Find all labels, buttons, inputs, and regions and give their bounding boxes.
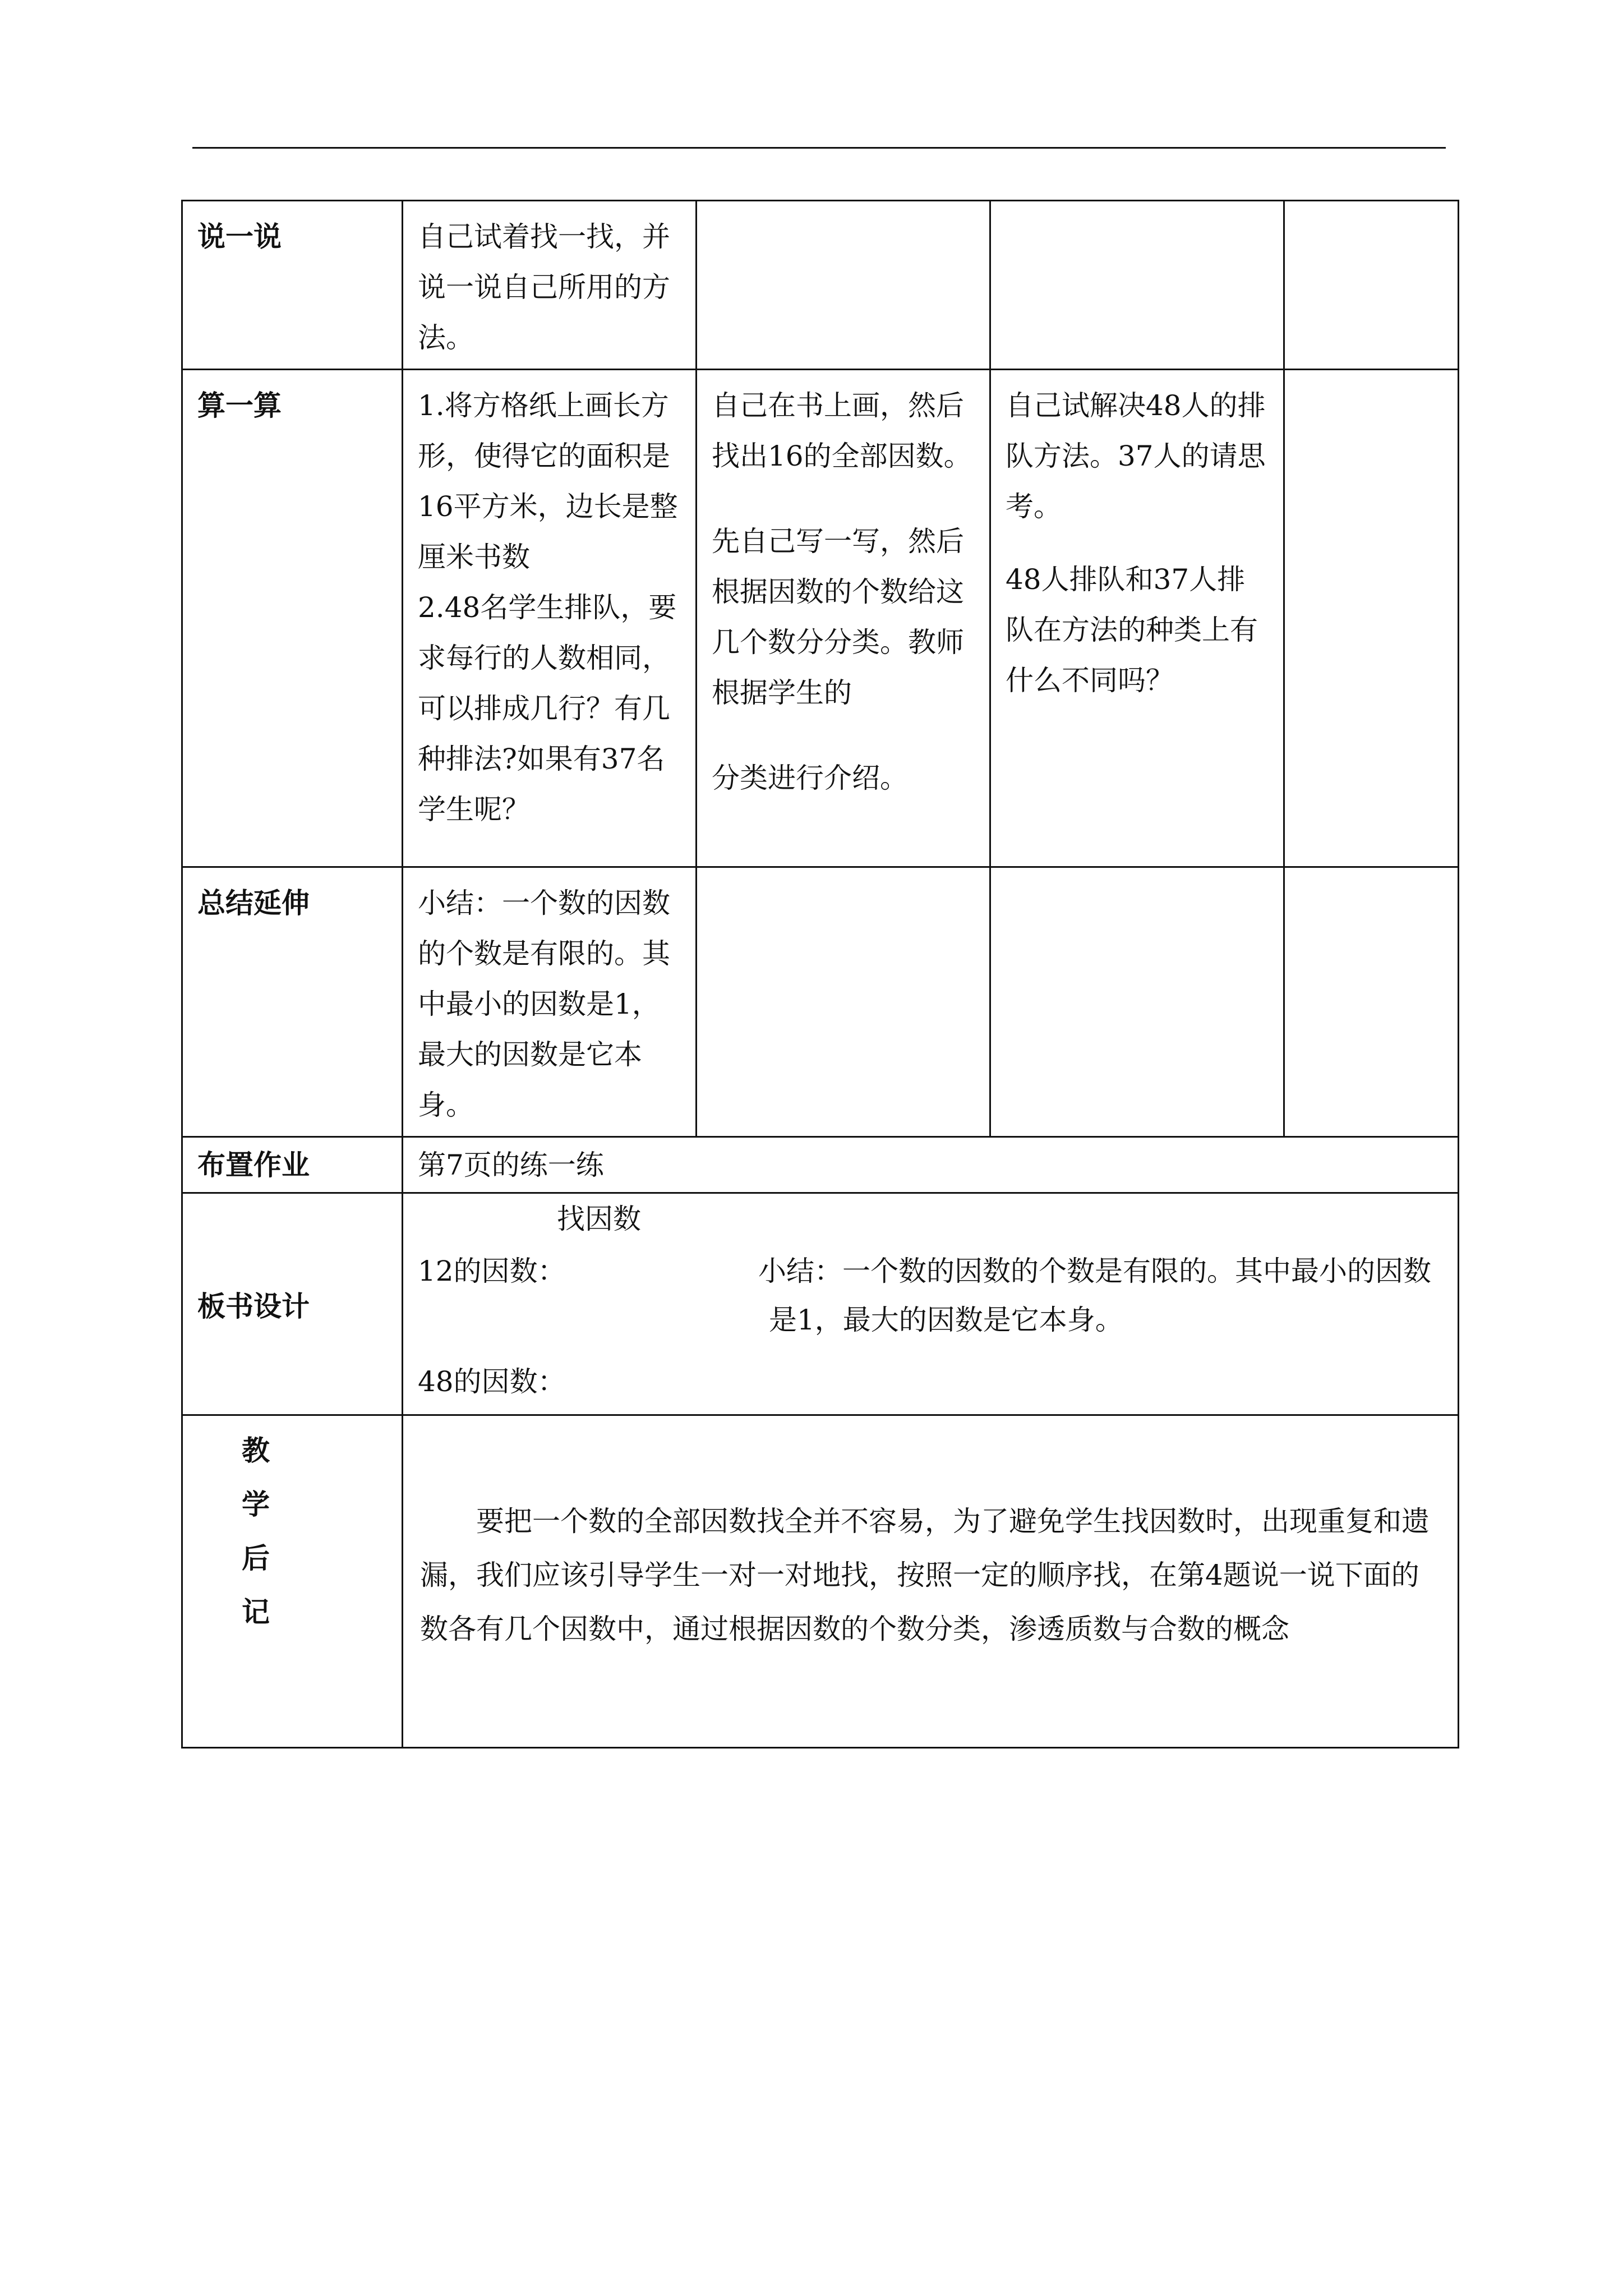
board-factors-48: 48的因数： xyxy=(418,1365,566,1398)
calc-student-2: 先自己写一写，然后根据因数的个数给这几个数分分类。教师根据学生的 xyxy=(712,525,964,709)
row-label-homework: 布置作业 xyxy=(182,1137,403,1193)
say-activity-cell xyxy=(403,201,697,370)
lesson-plan-table xyxy=(181,200,1459,1749)
calc-question-cell xyxy=(990,370,1284,867)
calc-question-1: 自己试解决48人的排队方法。37人的请思考。 xyxy=(1006,389,1266,523)
row-label-board: 板书设计 xyxy=(182,1193,403,1415)
row-board xyxy=(182,1193,1459,1415)
board-title: 找因数 xyxy=(557,1203,641,1235)
calc-student-cell xyxy=(697,370,990,867)
row-label-summary: 总结延伸 xyxy=(182,867,403,1137)
row-label-say: 说一说 xyxy=(182,201,403,370)
summary-text: 小结：一个数的因数的个数是有限的。其中最小的因数是1，最大的因数是它本身。 xyxy=(418,887,670,1121)
say-empty-cell-1 xyxy=(697,201,990,370)
board-summary-line-1: 小结：一个数的因数的个数是有限的。其中最小的因数 xyxy=(758,1255,1431,1287)
board-design xyxy=(418,1194,1458,1397)
reflection-label-char: 教 xyxy=(242,1434,270,1467)
row-label-reflection xyxy=(182,1415,403,1748)
reflection-text: 要把一个数的全部因数找全并不容易，为了避免学生找因数时，出现重复和遗漏，我们应该引导学生一对一对地找，按照一定的顺序找，在第4题说一说下面的数各有几个因数中，通过根据因数的个数分类，渗透质数与合数的概念 xyxy=(420,1505,1430,1645)
say-activity-text: 自己试着找一找，并说一说自己所用的方法。 xyxy=(418,220,670,354)
reflection-cell xyxy=(403,1415,1459,1748)
calc-empty-cell xyxy=(1284,370,1459,867)
board-cell xyxy=(403,1193,1459,1415)
calc-student-3: 分类进行介绍。 xyxy=(712,762,908,794)
reflection-label-char: 记 xyxy=(242,1596,270,1628)
reflection-label-char: 后 xyxy=(242,1542,270,1575)
row-label-calc: 算一算 xyxy=(182,370,403,867)
calc-task-cell xyxy=(403,370,697,867)
row-summary xyxy=(182,867,1459,1137)
say-empty-cell-3 xyxy=(1284,201,1459,370)
summary-empty-cell-3 xyxy=(1284,867,1459,1137)
row-reflection xyxy=(182,1415,1459,1748)
row-calc xyxy=(182,370,1459,867)
row-say xyxy=(182,201,1459,370)
summary-empty-cell-2 xyxy=(990,867,1284,1137)
summary-empty-cell-1 xyxy=(697,867,990,1137)
summary-cell xyxy=(403,867,697,1137)
calc-question-2: 48人排队和37人排队在方法的种类上有什么不同吗？ xyxy=(1006,563,1258,697)
calc-task-2: 2.48名学生排队，要求每行的人数相同，可以排成几行？有几种排法?如果有37名学生呢？ xyxy=(418,591,677,826)
calc-student-1: 自己在书上画，然后找出16的全部因数。 xyxy=(712,389,972,472)
homework-cell: 第7页的练一练 xyxy=(403,1137,1459,1193)
say-empty-cell-2 xyxy=(990,201,1284,370)
reflection-label-vertical xyxy=(233,1424,278,1639)
header-rule xyxy=(192,147,1446,149)
row-homework xyxy=(182,1137,1459,1193)
board-factors-12: 12的因数： xyxy=(418,1255,566,1287)
reflection-label-char: 学 xyxy=(242,1488,270,1521)
board-summary-line-2: 是1，最大的因数是它本身。 xyxy=(769,1304,1123,1336)
calc-task-1: 1.将方格纸上画长方形，使得它的面积是16平方米，边长是整厘米书数 xyxy=(418,389,678,573)
